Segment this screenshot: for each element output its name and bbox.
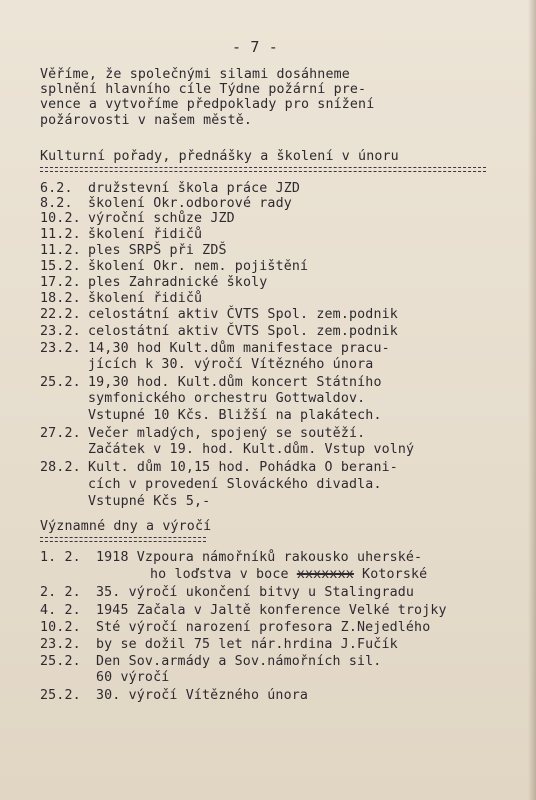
anniversary-text-continued: 60 výročí [96, 670, 170, 685]
event-date: 23.2. [40, 341, 81, 356]
page-number: - 7 - [232, 38, 278, 56]
anniversary-text: 1945 Začala v Jaltě konference Velké trojky [96, 603, 447, 618]
event-text-continued: Začátek v 19. hod. Kult.dům. Vstup volný [88, 442, 415, 457]
event-row [40, 259, 308, 274]
event-row [40, 243, 227, 258]
heading-underline [40, 537, 206, 542]
event-date: 23.2. [40, 324, 81, 339]
anniversary-row [40, 620, 430, 635]
anniversary-text: by se dožil 75 let nár.hrdina J.Fučík [96, 637, 398, 652]
event-text-continued: jících k 30. výročí Vítězného února [88, 357, 374, 372]
event-date: 6.2. [40, 181, 73, 196]
event-row [40, 211, 235, 226]
section-heading-anniversaries: Významné dny a výročí [40, 519, 212, 534]
anniversary-text: 35. výročí ukončení bitvy u Stalingradu [96, 585, 415, 600]
anniversary-text-continued [150, 567, 427, 582]
event-text: celostátní aktiv ČVTS Spol. zem.podnik [88, 307, 398, 322]
event-text: ples Zahradnické školy [88, 275, 268, 290]
event-row [40, 307, 398, 322]
anniversary-row [40, 688, 308, 703]
event-text: školení Okr.odborové rady [88, 196, 292, 211]
intro-line: požárovosti v našem městě. [40, 113, 253, 128]
event-date: 27.2. [40, 426, 81, 441]
anniversary-text: ho loďstva v boce [150, 567, 297, 582]
event-row [40, 275, 267, 290]
event-text: ples SRPŠ při ZDŠ [88, 243, 227, 258]
event-row [40, 460, 398, 475]
event-row [40, 181, 300, 196]
event-row [40, 426, 365, 441]
anniversary-row [40, 637, 398, 652]
intro-line: splnění hlavního cíle Týdne požární pre- [40, 82, 367, 97]
event-text: celostátní aktiv ČVTS Spol. zem.podnik [88, 324, 398, 339]
event-text: družstevní škola práce JZD [88, 181, 301, 196]
event-text: 14,30 hod Kult.dům manifestace pracu- [88, 341, 390, 356]
event-date: 28.2. [40, 460, 81, 475]
event-row [40, 291, 202, 306]
anniversary-date: 2. 2. [40, 585, 81, 600]
event-date: 25.2. [40, 375, 81, 390]
anniversary-row [40, 550, 422, 565]
anniversary-date: 25.2. [40, 688, 81, 703]
anniversary-text: Den Sov.armády a Sov.námořních sil. [96, 654, 382, 669]
event-text-continued: cích v provedení Slováckého divadla. [88, 477, 382, 492]
event-row [40, 227, 202, 242]
section-heading-events: Kulturní pořady, přednášky a školení v únoru [40, 149, 399, 164]
anniversary-date: 10.2. [40, 620, 81, 635]
event-row [40, 324, 398, 339]
event-text: Večer mladých, spojený se soutěží. [88, 426, 366, 441]
anniversary-row [40, 654, 381, 669]
intro-line: Věříme, že společnými silami dosáhneme [40, 67, 350, 82]
anniversary-row [40, 585, 414, 600]
event-date: 18.2. [40, 291, 81, 306]
event-text: 19,30 hod. Kult.dům koncert Státního [88, 375, 382, 390]
event-date: 15.2. [40, 259, 81, 274]
event-row [40, 196, 292, 211]
intro-line: vence a vytvoříme předpoklady pro snížení [40, 97, 375, 112]
event-date: 22.2. [40, 307, 81, 322]
event-row [40, 375, 382, 390]
event-text-continued: Vstupné 10 Kčs. Bližší na plakátech. [88, 408, 382, 423]
anniversary-text: Kotorské [353, 567, 428, 582]
anniversary-row [40, 603, 447, 618]
event-text-continued: symfonického orchestru Gottwaldov. [88, 391, 366, 406]
event-text: školení řidičů [88, 227, 203, 242]
event-date: 8.2. [40, 196, 73, 211]
event-text-continued: Vstupné Kčs 5,- [88, 494, 211, 509]
anniversary-date: 1. 2. [40, 550, 81, 565]
struck-out-text: xxxxxxx [296, 567, 354, 582]
event-date: 11.2. [40, 243, 81, 258]
event-row [40, 341, 390, 356]
event-text: Kult. dům 10,15 hod. Pohádka O berani- [88, 460, 398, 475]
anniversary-text: 30. výročí Vítězného února [96, 688, 309, 703]
event-date: 11.2. [40, 227, 81, 242]
anniversary-text: 1918 Vzpoura námořníků rakousko uherské- [96, 550, 423, 565]
anniversary-date: 25.2. [40, 654, 81, 669]
heading-underline [40, 167, 486, 172]
event-date: 10.2. [40, 211, 81, 226]
event-date: 17.2. [40, 275, 81, 290]
anniversary-text: Sté výročí narození profesora Z.Nejedlého [96, 620, 431, 635]
anniversary-date: 23.2. [40, 637, 81, 652]
event-text: výroční schůze JZD [88, 211, 235, 226]
event-text: školení Okr. nem. pojištění [88, 259, 309, 274]
event-text: školení řidičů [88, 291, 203, 306]
anniversary-date: 4. 2. [40, 603, 81, 618]
